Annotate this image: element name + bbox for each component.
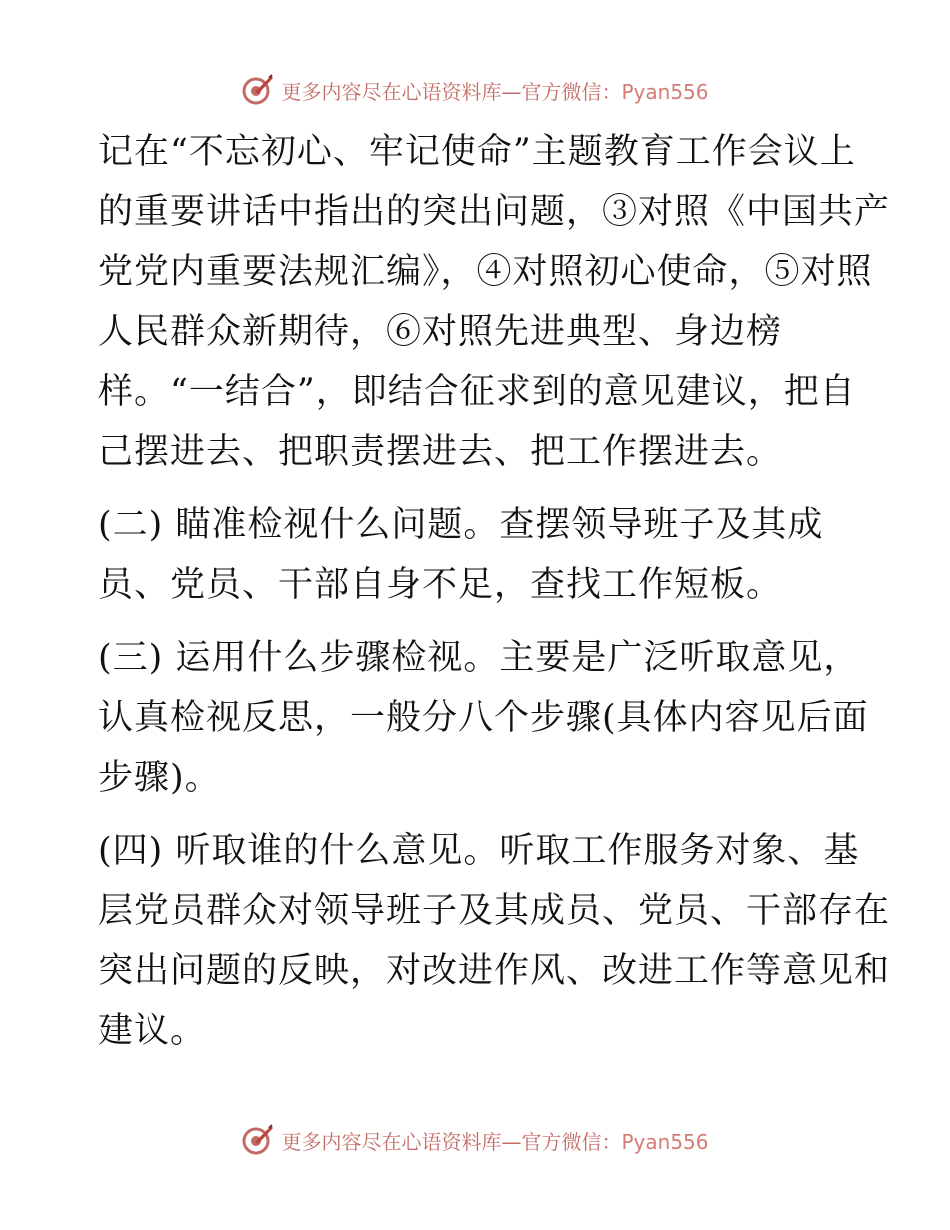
footer-wechat-handle: Pyan556 [621, 1129, 709, 1154]
header-banner-text: 更多内容尽在心语资料库—官方微信： [281, 79, 622, 104]
footer-banner-text: 更多内容尽在心语资料库—官方微信： [281, 1129, 622, 1154]
text-line: 建议。 [98, 1011, 207, 1051]
text-line: 人民群众新期待，⑥对照先进典型、身边榜 [98, 312, 783, 352]
paragraph-gap [98, 808, 858, 821]
text-line: 党党内重要法规汇编》，④对照初心使命，⑤对照 [98, 252, 873, 292]
paragraph [98, 122, 891, 482]
text-line: 认真检视反思，一般分八个步骤(具体内容见后面 [98, 698, 869, 738]
text-line: (二) 瞄准检视什么问题。查摆领导班子及其成 [98, 505, 824, 545]
header-wechat-handle: Pyan556 [621, 79, 709, 104]
footer-banner [0, 1120, 950, 1160]
text-line: (四) 听取谁的什么意见。听取工作服务对象、基 [98, 831, 860, 871]
quill-logo-icon [241, 1123, 275, 1157]
header-banner [0, 70, 950, 110]
body-text [98, 122, 891, 1061]
text-line: 层党员群众对领导班子及其成员、党员、干部存在 [98, 891, 891, 931]
text-line: (三) 运用什么步骤检视。主要是广泛听取意见， [98, 638, 860, 678]
paragraph [98, 628, 869, 808]
text-line: 样。“一结合”，即结合征求到的意见建议，把自 [98, 372, 856, 412]
paragraph-gap [98, 482, 858, 495]
paragraph-gap [98, 615, 858, 628]
text-line: 己摆进去、把职责摆进去、把工作摆进去。 [98, 432, 783, 472]
text-line: 突出问题的反映，对改进作风、改进工作等意见和 [98, 951, 891, 991]
quill-logo-icon [241, 73, 275, 107]
text-line: 员、党员、干部自身不足，查找工作短板。 [98, 565, 783, 605]
text-line: 记在“不忘初心、牢记使命”主题教育工作会议上 [98, 132, 856, 172]
text-line: 步骤)。 [98, 758, 221, 798]
paragraph [98, 821, 891, 1061]
text-line: 的重要讲话中指出的突出问题，③对照《中国共产 [98, 192, 891, 232]
paragraph [98, 495, 858, 615]
